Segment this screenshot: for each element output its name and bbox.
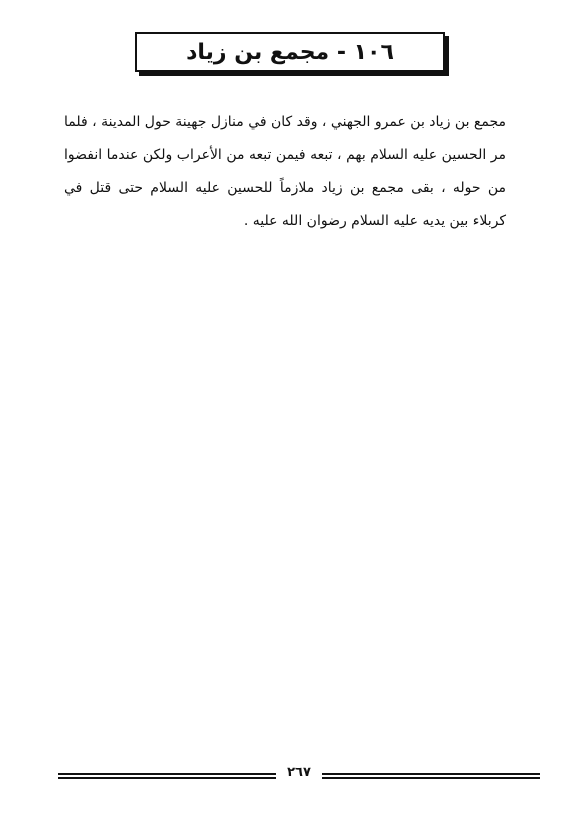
paragraph: مجمع بن زياد بن عمرو الجهني ، وقد كان في منازل جهينة حول المدينة ، فلما مر الحسين عليه السلام بهم ، تبعه فيمن تبعه من الأعراب ولكن عندما انفضوا من حوله ، بقى مجمع بن زياد ملازماً للحسين عليه السلام حتى قتل في كربلاء بين يديه عليه السلام رضوان الله عليه . [64, 114, 506, 229]
footer-rule-right [322, 773, 540, 779]
footer-rule-left [58, 773, 276, 779]
chapter-title-box [135, 32, 445, 72]
body-text [64, 106, 506, 238]
page-footer [58, 765, 540, 785]
page-number: ٢٦٧ [287, 765, 311, 780]
chapter-title: ١٠٦ - مجمع بن زياد [186, 39, 394, 65]
